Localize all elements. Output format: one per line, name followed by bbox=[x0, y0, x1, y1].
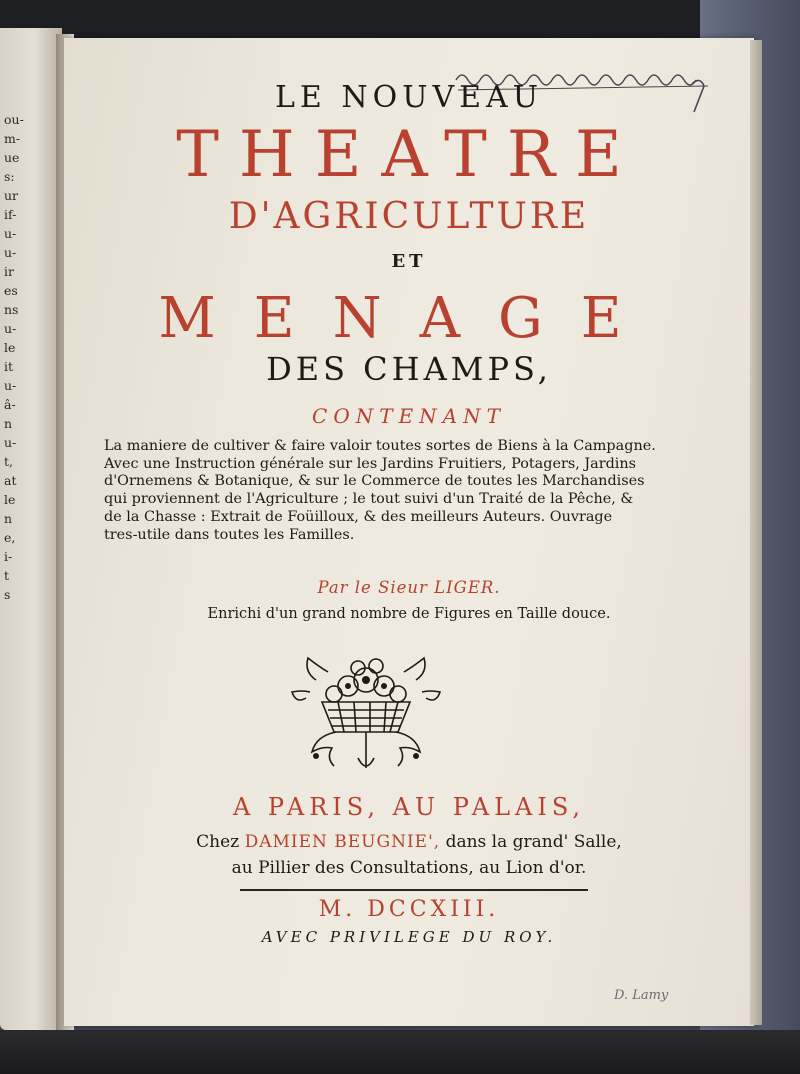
facing-page-fragment: â- bbox=[4, 397, 16, 412]
title-line-menage: MENAGE bbox=[158, 286, 660, 351]
facing-page-fragment: t bbox=[4, 568, 10, 583]
title-line-et: ET bbox=[391, 251, 427, 272]
title-line-contenant: CONTENANT bbox=[312, 404, 506, 428]
description-line: de la Chasse : Extrait de Foüilloux, & des meilleurs Auteurs. Ouvrage bbox=[104, 508, 613, 525]
imprint-year: M. DCCXIII. bbox=[318, 897, 500, 922]
title-line-agriculture: D'AGRICULTURE bbox=[228, 196, 590, 237]
facing-page-fragment: it bbox=[4, 359, 14, 374]
title-line-des-champs: DES CHAMPS, bbox=[266, 350, 552, 388]
facing-page-fragment: u- bbox=[4, 378, 17, 393]
description-line: qui proviennent de l'Agriculture ; le tout suivi d'un Traité de la Pêche, & bbox=[104, 491, 634, 508]
imprint-place: A PARIS, AU PALAIS, bbox=[232, 793, 586, 821]
facing-page-fragment: u- bbox=[4, 435, 17, 450]
imprint-printer-name: DAMIEN BEUGNIE', bbox=[244, 832, 441, 852]
description-line: La maniere de cultiver & faire valoir toutes sortes de Biens à la Campagne. bbox=[104, 438, 656, 454]
facing-page-fragment: ue bbox=[4, 150, 20, 165]
facing-page-fragment: n bbox=[4, 416, 13, 431]
facing-page-fragment: i- bbox=[4, 549, 13, 564]
facing-page-fragment: ir bbox=[4, 264, 14, 279]
fruit-basket-ornament-icon bbox=[286, 640, 446, 780]
facing-page-fragment: u- bbox=[4, 245, 17, 260]
horizontal-rule bbox=[240, 889, 588, 891]
facing-page bbox=[0, 28, 62, 1030]
imprint-chez: Chez bbox=[196, 832, 240, 852]
facing-page-fragment: if- bbox=[4, 207, 17, 222]
facing-page-text bbox=[4, 110, 56, 604]
facing-page-fragment: le bbox=[4, 492, 16, 507]
imprint-address-2: au Pillier des Consultations, au Lion d'or. bbox=[231, 858, 587, 878]
facing-page-fragment: s bbox=[4, 587, 11, 602]
description-line: tres-utile dans toutes les Familles. bbox=[104, 526, 355, 543]
owner-signature: D. Lamy bbox=[614, 988, 669, 1003]
imprint-privilege: AVEC PRIVILEGE DU ROY. bbox=[261, 928, 557, 946]
description-paragraph bbox=[104, 438, 656, 544]
facing-page-fragment: le bbox=[4, 340, 16, 355]
facing-page-fragment: es bbox=[4, 283, 18, 298]
facing-page-fragment: t, bbox=[4, 454, 13, 469]
imprint-address-1: dans la grand' Salle, bbox=[445, 832, 622, 852]
imprint-printer-line bbox=[64, 832, 754, 852]
backdrop-top bbox=[0, 0, 800, 40]
description-line: Avec une Instruction générale sur les Jardins Fruitiers, Potagers, Jardins bbox=[104, 455, 637, 472]
facing-page-fragment: e, bbox=[4, 530, 16, 545]
facing-page-fragment: m- bbox=[4, 131, 21, 146]
facing-page-fragment: ou- bbox=[4, 112, 24, 127]
title-line-le-nouveau: LE NOUVEAU bbox=[275, 80, 543, 115]
facing-page-fragment: u- bbox=[4, 226, 17, 241]
illustrations-note: Enrichi d'un grand nombre de Figures en Taille douce. bbox=[207, 606, 611, 622]
facing-page-fragment: ur bbox=[4, 188, 19, 203]
title-line-theatre: THEATRE bbox=[176, 118, 642, 192]
facing-page-fragment: u- bbox=[4, 321, 17, 336]
description-line: d'Ornemens & Botanique, & sur le Commerce de toutes les Marchandises bbox=[104, 473, 645, 490]
facing-page-fragment: s: bbox=[4, 169, 15, 184]
facing-page-fragment: ns bbox=[4, 302, 19, 317]
backdrop-bottom bbox=[0, 1030, 800, 1074]
facing-page-fragment: n bbox=[4, 511, 13, 526]
author-line: Par le Sieur LIGER. bbox=[317, 578, 501, 597]
facing-page-fragment: at bbox=[4, 473, 17, 488]
